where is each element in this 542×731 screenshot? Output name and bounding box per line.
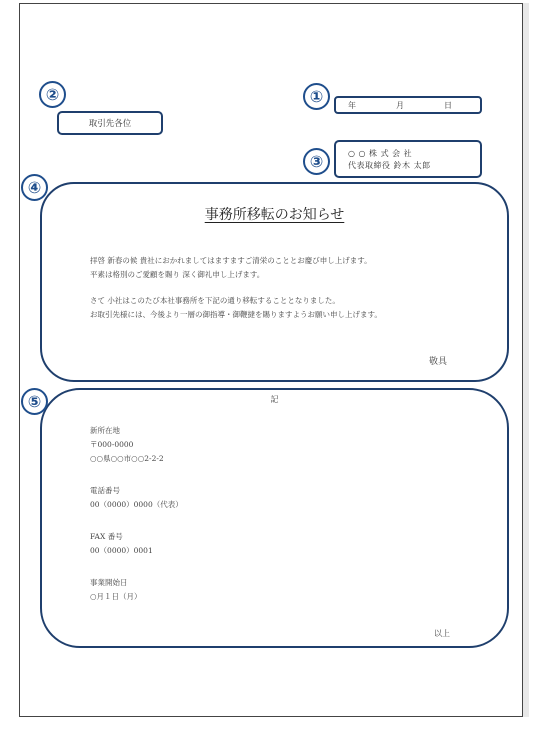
marker-4-icon: ④: [21, 174, 48, 201]
page-edge-shadow: [523, 3, 529, 717]
details-end: 以上: [434, 629, 450, 638]
fax-number: 00（0000）0001: [90, 546, 153, 555]
date-month: 月: [396, 100, 404, 110]
address: ○○県○○市○○2-2-2: [90, 454, 164, 463]
addressee-text: 取引先各位: [88, 119, 132, 129]
sender-representative: 代表取締役 鈴木 太郎: [348, 161, 431, 170]
notice-paragraph: 拝啓 新春の候 貴社におかれましてはますますご清栄のこととお慶び申し上げます。: [90, 256, 372, 265]
phone-label: 電話番号: [90, 486, 120, 495]
date-day: 日: [444, 100, 452, 110]
marker-5-icon: ⑤: [21, 388, 48, 415]
notice-paragraph: 平素は格別のご愛顧を賜り 深く御礼申し上げます。: [90, 270, 265, 279]
notice-paragraph: お取引先様には、今後より一層の御指導・御鞭撻を賜りますようお願い申し上げます。: [90, 310, 382, 319]
postal-code: 〒000-0000: [90, 440, 134, 449]
start-date: ○月１日（月）: [90, 592, 142, 601]
new-address-label: 新所在地: [90, 426, 120, 435]
marker-3-icon: ③: [303, 148, 330, 175]
date-box: [334, 96, 482, 114]
sender-company: ○ ○ 株 式 会 社: [348, 149, 413, 158]
marker-2-icon: ②: [39, 81, 66, 108]
fax-label: FAX 番号: [90, 532, 123, 541]
details-heading: 記: [270, 395, 279, 404]
notice-closing: 敬具: [428, 357, 447, 367]
notice-box: [40, 182, 509, 382]
notice-paragraph: さて 小社はこのたび本社事務所を下記の通り移転することとなりました。: [90, 296, 340, 305]
date-year: 年: [348, 100, 356, 110]
phone-number: 00（0000）0000（代表）: [90, 500, 183, 509]
details-box: [40, 388, 509, 648]
sender-box: [334, 140, 482, 178]
start-date-label: 事業開始日: [90, 578, 128, 587]
marker-1-icon: ①: [303, 83, 330, 110]
notice-title: 事務所移転のお知らせ: [204, 207, 345, 223]
addressee-box: [57, 111, 163, 135]
